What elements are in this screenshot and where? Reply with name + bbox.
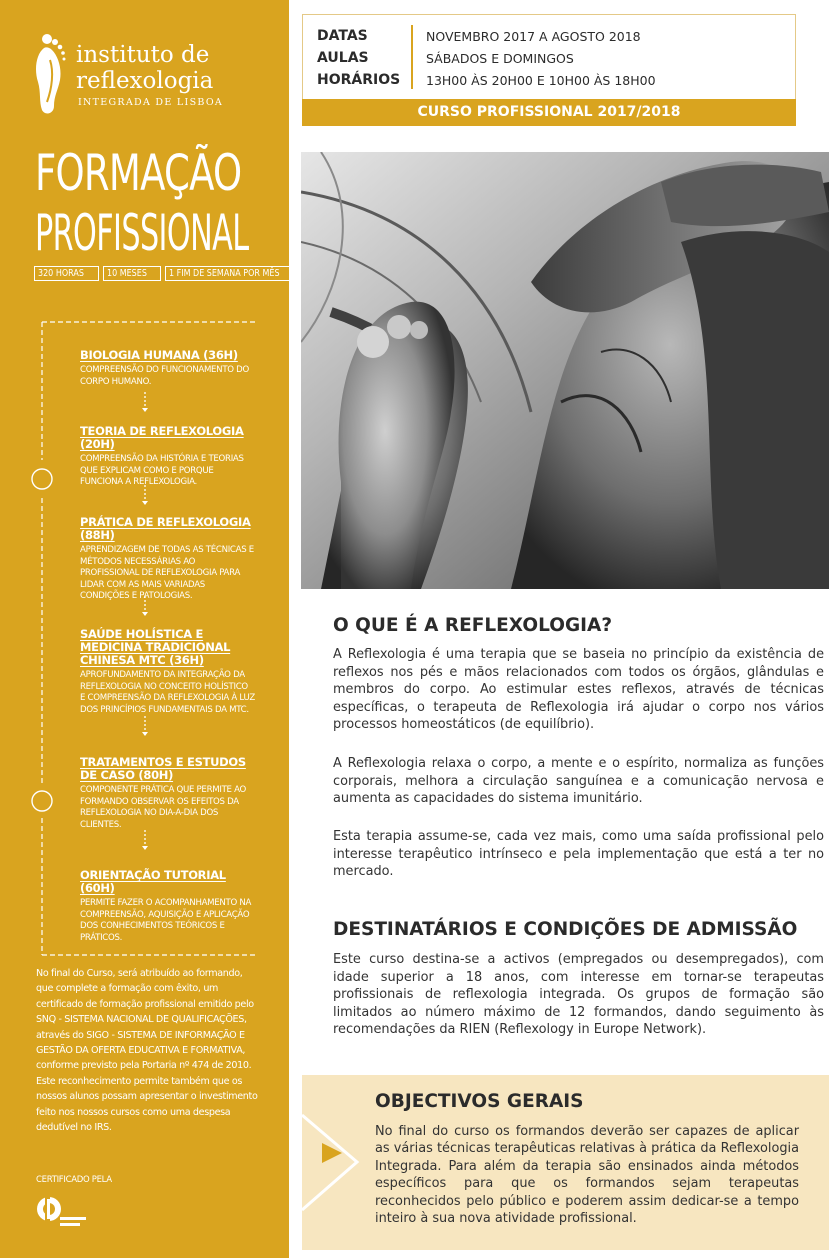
module-desc: COMPONENTE PRÁTICA QUE PERMITE AO FORMANDO OBSERVAR OS EFEITOS DA REFLEXOLOGIA NO DIA-A-DIA DOS CLIENTES.	[80, 785, 246, 830]
course-info-box	[302, 14, 796, 99]
tag-months: 10 MESES	[103, 266, 161, 281]
arrow-right-icon	[302, 1075, 372, 1250]
certificate-text: No final do Curso, será atribuído ao formando, que complete a formação com êxito, um certificado de formação profissional emitido pelo SNQ - SISTEMA NACIONAL DE QUALIFICAÇÕES, através do SIGO - SISTEMA DE INFORMAÇÃO E GESTÃO DA OFERTA EDUCATIVA E FORMATIVA, conforme previsto pela Portaria nº 474 de 2010. Este reconhecimento permite também que os nossos alunos possam apresentar o investimento feito nos nossos cursos como uma despesa dedutível no IRS.	[36, 968, 258, 1134]
paragraph: Este curso destina-se a activos (empregados ou desempregados), com idade superior a 18 anos, com interesse em tornar-se terapeutas profissionais de reflexologia integrada. Os grupos de formação são limitados ao número máximo de 12 formandos, dando seguimento às recomendações da RIEN (Reflexology in Europe Network).	[333, 952, 824, 1038]
info-value-classes: SÁBADOS E DOMINGOS	[426, 51, 574, 66]
timeline-circle-1	[32, 469, 52, 489]
course-banner: CURSO PROFISSIONAL 2017/2018	[302, 99, 796, 126]
sidebar	[0, 0, 289, 1258]
title-line2: PROFISSIONAL	[35, 204, 249, 262]
logo-text-line2: reflexologia	[76, 68, 214, 94]
paragraph: A Reflexologia relaxa o corpo, a mente e o espírito, normaliza as funções corporais, melhora a circulação sanguínea e a comunicação nervosa e aumenta as capacidades do sistema imunitário.	[333, 756, 824, 807]
module-desc: APRENDIZAGEM DE TODAS AS TÉCNICAS E MÉTODOS NECESSÁRIAS AO PROFISSIONAL DE REFLEXOLOGIA PARA LIDAR COM AS MAIS VARIADAS CONDIÇÕES E PATOLOGIAS.	[80, 545, 254, 601]
info-label-dates: DATAS	[317, 28, 368, 44]
module-title: TEORIA DE REFLEXOLOGIA (20H)	[80, 424, 244, 451]
info-value-hours: 13H00 ÀS 20H00 E 10H00 ÀS 18H00	[426, 73, 656, 88]
timeline-circle-2	[32, 791, 52, 811]
info-labels	[317, 25, 400, 91]
objectives-text: No final do curso os formandos deverão ser capazes de aplicar as várias técnicas terapêuticas relativas à prática da Reflexologia Integrada. Para além da terapia são ensinados ainda métodos específicos para que os formandos sejam terapeutas reconhecidos pelo público e poderem assim dedicar-se a tempo inteiro à sua nova atividade profissional.	[375, 1124, 799, 1227]
info-values	[426, 26, 656, 92]
module-title: BIOLOGIA HUMANA (36H)	[80, 348, 238, 362]
logo	[30, 30, 270, 115]
info-divider	[411, 25, 413, 89]
objectives-box	[302, 1075, 829, 1250]
info-label-classes: AULAS	[317, 50, 369, 66]
reflexology-feet-photo	[301, 152, 829, 589]
info-label-hours: HORÁRIOS	[317, 72, 401, 88]
module-title: TRATAMENTOS E ESTUDOS DE CASO (80H)	[80, 755, 246, 782]
logo-tagline: INTEGRADA DE LISBOA	[78, 97, 224, 108]
module-pratica	[80, 516, 255, 603]
module-biologia	[80, 349, 255, 388]
module-title: SAÚDE HOLÍSTICA E MEDICINA TRADICIONAL CHINESA MTC (36H)	[80, 627, 231, 667]
certified-by-label: CERTIFICADO PELA	[36, 1175, 112, 1185]
section-heading-admission: DESTINATÁRIOS E CONDIÇÕES DE ADMISSÃO	[333, 919, 798, 940]
module-desc: APROFUNDAMENTO DA INTEGRAÇÃO DA REFLEXOLOGIA NO CONCEITO HOLÍSTICO E COMPREENSÃO DA REFLEXOLOGIA À LUZ DOS PRINCÍPIOS FUNDAMENTAIS DA MTC.	[80, 670, 255, 715]
title-tags	[34, 266, 311, 281]
module-orientacao	[80, 869, 255, 944]
tag-weekend: 1 FIM DE SEMANA POR MÊS	[165, 266, 311, 281]
module-desc: COMPREENSÃO DO FUNCIONAMENTO DO CORPO HUMANO.	[80, 365, 249, 387]
module-teoria	[80, 425, 255, 489]
paragraph: A Reflexologia é uma terapia que se baseia no princípio da existência de reflexos nos pés e mãos relacionados com todos os órgãos, glândulas e membros do corpo. Ao estimular estes reflexos, através de técnicas específicas, o terapeuta de Reflexologia irá ajudar o corpo nos vários processos homeostáticos (de equilíbrio).	[333, 647, 824, 733]
info-value-dates: NOVEMBRO 2017 A AGOSTO 2018	[426, 29, 641, 44]
section-heading-what-is: O QUE É A REFLEXOLOGIA?	[333, 615, 613, 636]
title-line1: FORMAÇÃO	[35, 144, 242, 202]
tag-hours: 320 HORAS	[34, 266, 99, 281]
module-saude	[80, 628, 255, 716]
paragraph: Esta terapia assume-se, cada vez mais, como uma saída profissional pelo interesse terapêutico intrínseco e pela implementação que está a ter no mercado.	[333, 829, 824, 880]
module-desc: PERMITE FAZER O ACOMPANHAMENTO NA COMPREENSÃO, AQUISIÇÃO E APLICAÇÃO DOS CONHECIMENTOS TEÓRICOS E PRÁTICOS.	[80, 898, 252, 943]
module-title: PRÁTICA DE REFLEXOLOGIA (88H)	[80, 515, 251, 542]
foot-icon	[30, 30, 66, 115]
module-tratamentos	[80, 756, 255, 831]
module-title: ORIENTAÇÃO TUTORIAL (60H)	[80, 868, 226, 895]
objectives-heading: OBJECTIVOS GERAIS	[375, 1091, 584, 1112]
certification-logo-icon	[36, 1193, 96, 1235]
module-desc: COMPREENSÃO DA HISTÓRIA E TEORIAS QUE EXPLICAM COMO E PORQUE FUNCIONA A REFLEXOLOGIA.	[80, 454, 244, 487]
logo-text-line1: instituto de	[76, 42, 210, 68]
